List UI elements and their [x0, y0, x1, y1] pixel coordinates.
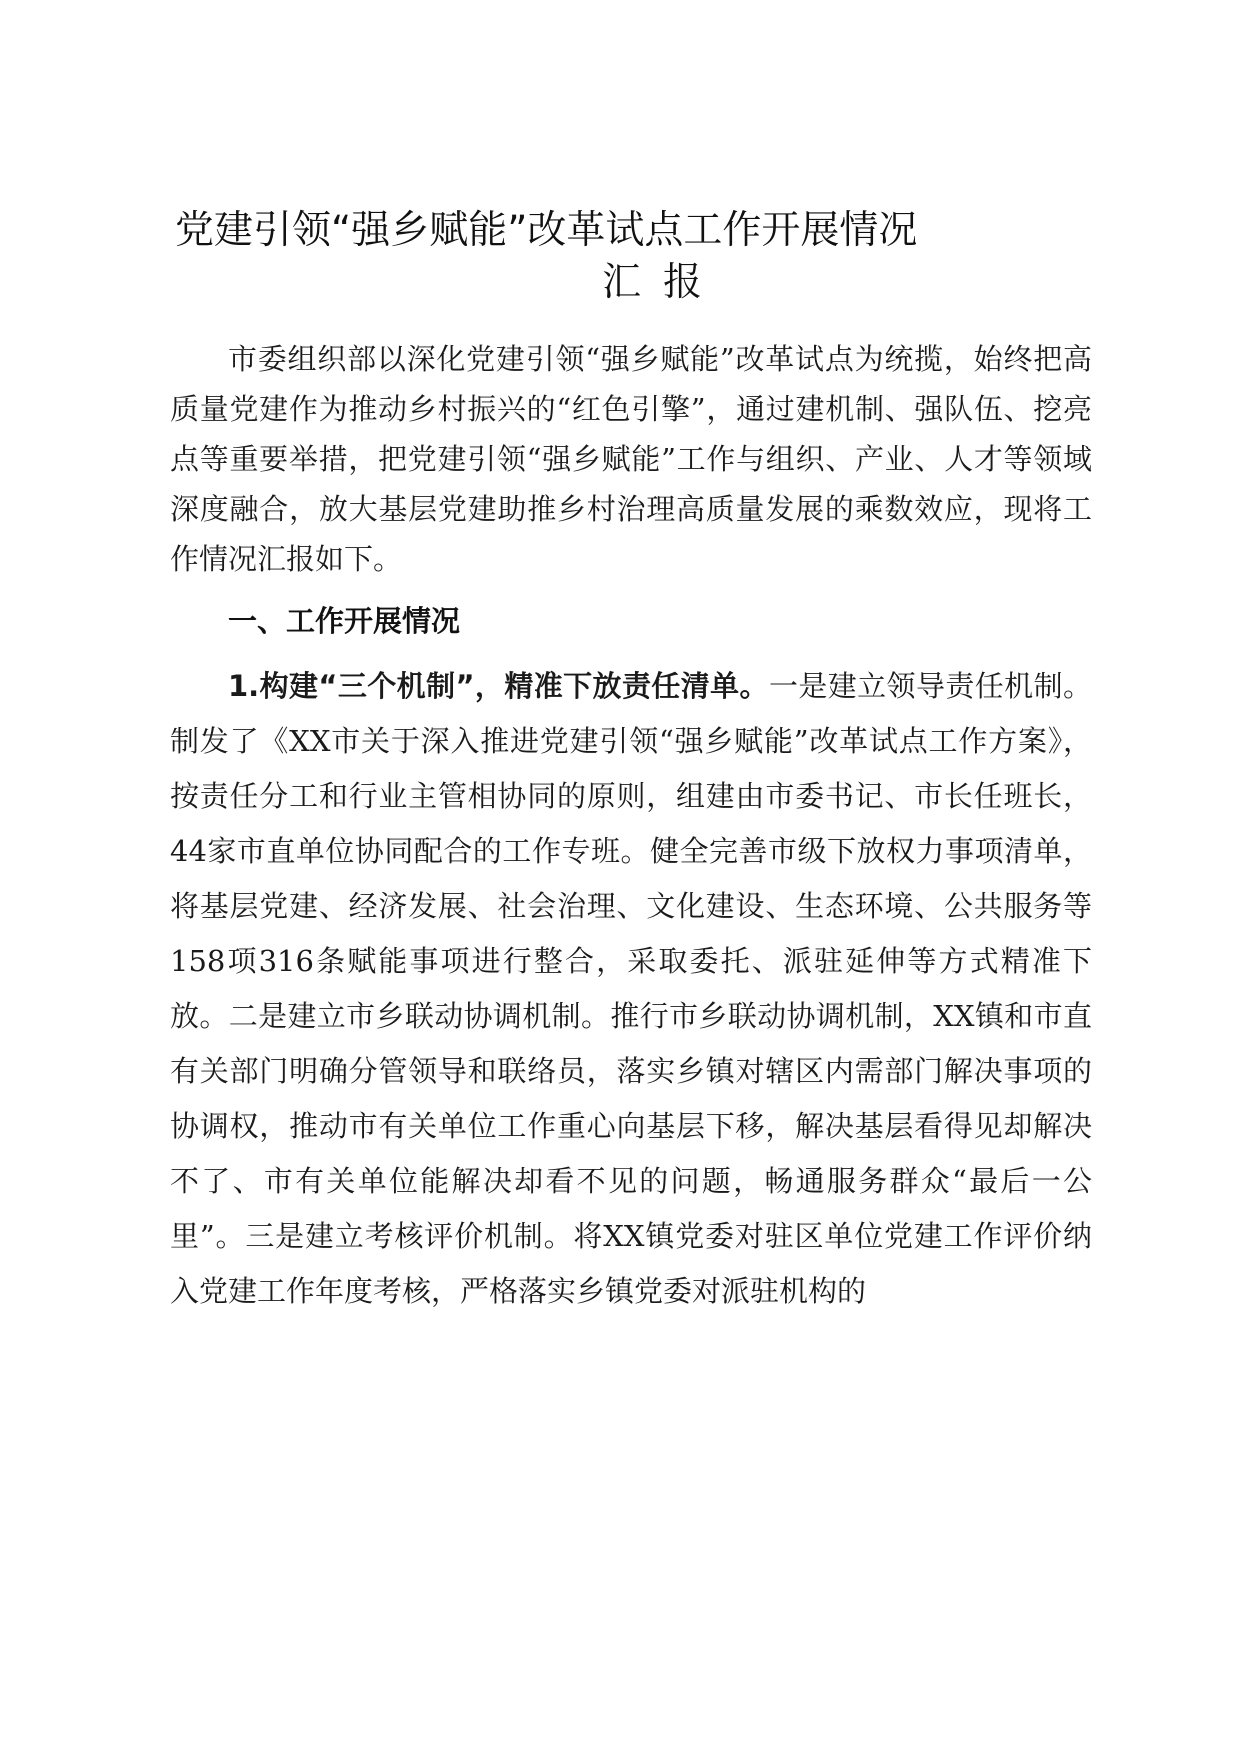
paragraph-body: 一是建立领导责任机制。制发了《XX市关于深入推进党建引领“强乡赋能”改革试点工作方案》，按责任分工和行业主管相协同的原则，组建由市委书记、市长任班长，44家市直单位协同配合的工作专班。健全完善市级下放权力事项清单，将基层党建、经济发展、社会治理、文化建设、生态环境、公共服务等158项316条赋能事项进行整合，采取委托、派驻延伸等方式精准下放。二是建立市乡联动协调机制。推行市乡联动协调机制，XX镇和市直有关部门明确分管领导和联络员，落实乡镇对辖区内需部门解决事项的协调权，推动市有关单位工作重心向基层下移，解决基层看得见却解决不了、市有关单位能解决却看不见的问题，畅通服务群众“最后一公里”。三是建立考核评价机制。将XX镇党委对驻区单位党建工作评价纳入党建工作年度考核，严格落实乡镇党委对派驻机构的: [170, 669, 1092, 1308]
intro-paragraph: 市委组织部以深化党建引领“强乡赋能”改革试点为统揽，始终把高质量党建作为推动乡村振兴的“红色引擎”，通过建机制、强队伍、挖亮点等重要举措，把党建引领“强乡赋能”工作与组织、产业、人才等领域深度融合，放大基层党建助推乡村治理高质量发展的乘数效应，现将工作情况汇报如下。: [170, 342, 1092, 576]
document-title-line-1: 党建引领“强乡赋能”改革试点工作开展情况: [175, 208, 918, 253]
paragraph-lead: 1.构建“三个机制”，精准下放责任清单。: [228, 669, 769, 703]
section-heading: 一、工作开展情况: [228, 604, 461, 638]
document-title-line-2: 汇报: [602, 260, 725, 305]
section-paragraph: [170, 659, 1092, 1319]
